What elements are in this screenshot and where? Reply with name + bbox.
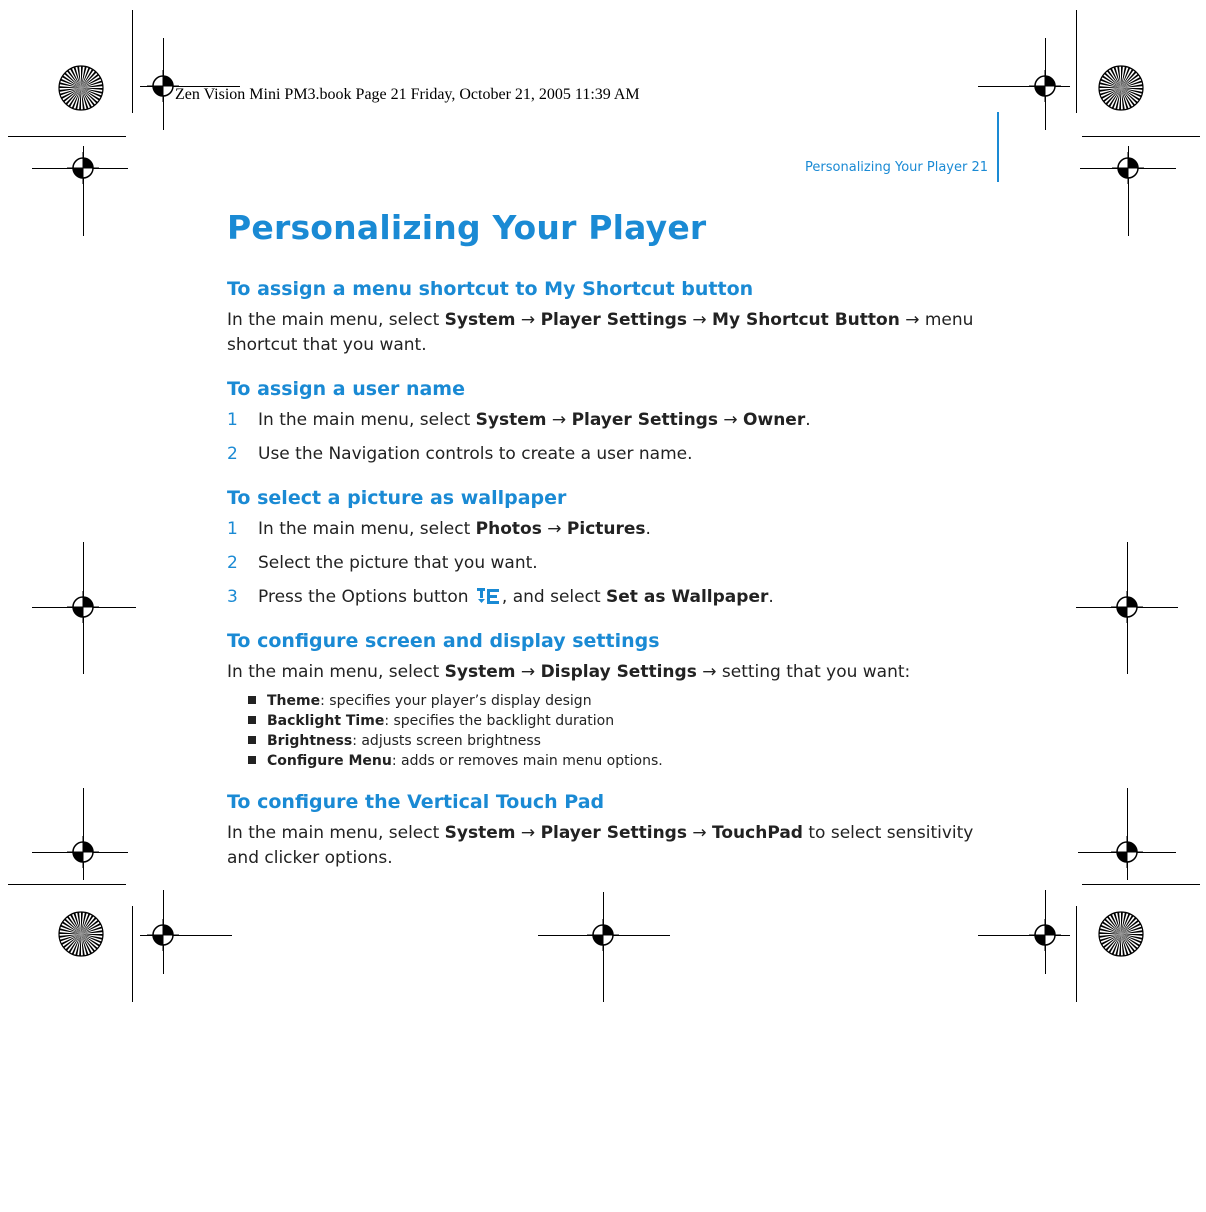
registration-mark-icon (1112, 152, 1144, 184)
starburst-target-icon (57, 64, 105, 112)
book-slug-line: Zen Vision Mini PM3.book Page 21 Friday, October 21, 2005 11:39 AM (175, 86, 640, 103)
bullet-square-icon (248, 736, 256, 744)
bullet-square-icon (248, 756, 256, 764)
list-item: 1 In the main menu, select System → Player Settings → Owner. (227, 410, 811, 430)
registration-mark-icon (1111, 591, 1143, 623)
list-item: Brightness: adjusts screen brightness (248, 731, 1007, 751)
section-heading: To select a picture as wallpaper (227, 487, 567, 509)
crop-line (8, 136, 126, 137)
section-body: In the main menu, select System → Player Settings → My Shortcut Button → menu shortcut that you want. (227, 310, 974, 355)
running-head-rule (997, 112, 999, 182)
registration-mark-icon (147, 919, 179, 951)
section-body: In the main menu, select System → Display Settings → setting that you want: (227, 662, 911, 682)
bullet-square-icon (248, 716, 256, 724)
registration-mark-icon (67, 836, 99, 868)
section-display (227, 630, 1007, 771)
registration-mark-icon (1029, 919, 1061, 951)
registration-mark-icon (1029, 70, 1061, 102)
settings-bullet-list (227, 691, 1007, 771)
list-item: Theme: specifies your player’s display design (248, 691, 1007, 711)
registration-mark-icon (587, 919, 619, 951)
section-heading: To configure the Vertical Touch Pad (227, 791, 605, 813)
page-content (227, 208, 1007, 891)
section-touchpad (227, 791, 1007, 871)
running-head: Personalizing Your Player 21 (805, 160, 988, 175)
steps-list (227, 517, 1007, 610)
starburst-target-icon (1097, 64, 1145, 112)
crop-line (1076, 906, 1077, 1002)
list-item: Backlight Time: specifies the backlight duration (248, 711, 1007, 731)
section-body: In the main menu, select System → Player Settings → TouchPad to select sensitivity and clicker options. (227, 823, 974, 868)
crop-line (8, 884, 126, 885)
list-item: Configure Menu: adds or removes main menu options. (248, 751, 1007, 771)
registration-mark-icon (67, 152, 99, 184)
starburst-target-icon (57, 910, 105, 958)
crop-line (132, 906, 133, 1002)
section-wallpaper (227, 487, 1007, 610)
section-heading: To assign a user name (227, 378, 465, 400)
options-button-icon (476, 587, 500, 605)
steps-list (227, 408, 1007, 467)
section-username (227, 378, 1007, 467)
bullet-square-icon (248, 696, 256, 704)
section-shortcut (227, 278, 1007, 358)
crop-line (1082, 136, 1200, 137)
list-item: 2 Use the Navigation controls to create a user name. (227, 444, 693, 464)
crop-line (1076, 10, 1077, 113)
page-title: Personalizing Your Player (227, 208, 707, 247)
list-item: 1 In the main menu, select Photos → Pictures. (227, 519, 651, 539)
crop-line (132, 10, 133, 113)
starburst-target-icon (1097, 910, 1145, 958)
registration-mark-icon (1111, 836, 1143, 868)
section-heading: To configure screen and display settings (227, 630, 660, 652)
section-heading: To assign a menu shortcut to My Shortcut button (227, 278, 754, 300)
list-item: 3 Press the Options button , and select Set as Wallpaper. (227, 587, 774, 607)
registration-mark-icon (67, 591, 99, 623)
crop-line (1082, 884, 1200, 885)
list-item: 2 Select the picture that you want. (227, 553, 538, 573)
